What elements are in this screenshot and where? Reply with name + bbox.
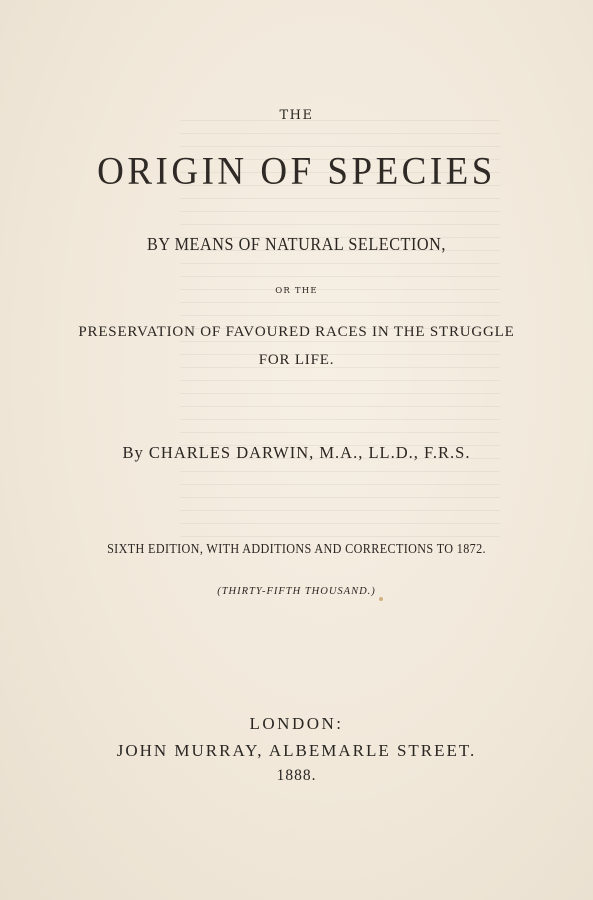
imprint-place: LONDON: bbox=[249, 714, 344, 733]
imprint-year: 1888. bbox=[276, 767, 317, 784]
imprint-publisher: JOHN MURRAY, ALBEMARLE STREET. bbox=[116, 741, 477, 760]
heading-the: THE bbox=[279, 108, 314, 123]
foxing-spot bbox=[379, 597, 383, 601]
book-subtitle: BY MEANS OF NATURAL SELECTION, bbox=[147, 234, 446, 254]
alternate-title-line-1: PRESERVATION OF FAVOURED RACES IN THE STRUGGLE bbox=[78, 324, 515, 340]
book-title: ORIGIN OF SPECIES bbox=[97, 149, 496, 194]
printing-statement: (THIRTY-FIFTH THOUSAND.) bbox=[217, 586, 376, 597]
edition-statement: SIXTH EDITION, WITH ADDITIONS AND CORRECTIONS TO 1872. bbox=[107, 541, 486, 556]
alternate-title-line-2: FOR LIFE. bbox=[258, 352, 335, 368]
author-line: By CHARLES DARWIN, M.A., LL.D., F.R.S. bbox=[122, 443, 471, 462]
conjunction-or-the: OR THE bbox=[275, 286, 318, 296]
